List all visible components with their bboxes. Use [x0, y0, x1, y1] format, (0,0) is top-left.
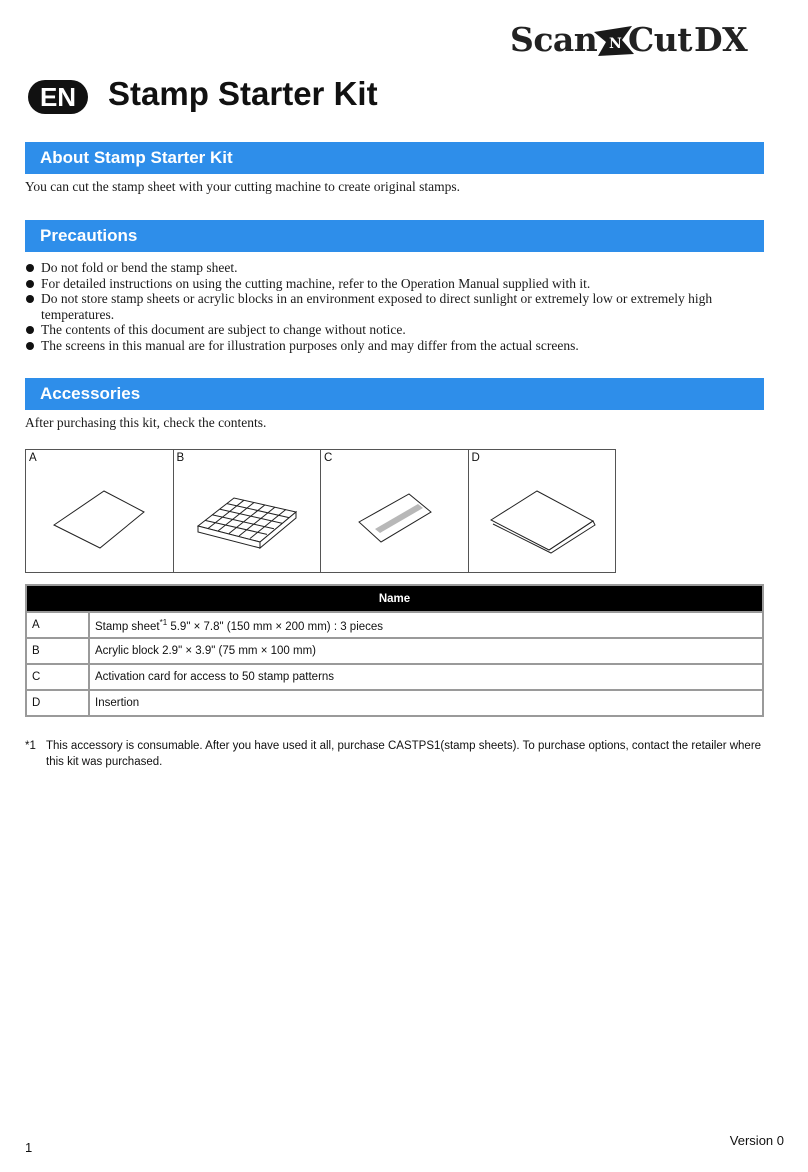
acrylic-block-icon	[174, 450, 321, 572]
footnote	[25, 738, 765, 770]
row-name: Activation card for access to 50 stamp patterns	[89, 664, 763, 690]
accessories-table	[25, 584, 764, 717]
accessory-label: C	[324, 452, 333, 464]
footnote-text: This accessory is consumable. After you have used it all, purchase CASTPS1(stamp sheets). To purchase options, contact the retailer where this kit was purchased.	[46, 740, 762, 768]
logo-mark-letter: N	[609, 36, 622, 52]
page-title: Stamp Starter Kit	[108, 75, 378, 112]
list-item: For detailed instructions on using the cutting machine, refer to the Operation Manual supplied with it.	[25, 276, 765, 292]
bullet-icon	[26, 264, 34, 272]
precautions-list	[25, 260, 765, 353]
accessory-label: A	[29, 452, 37, 464]
list-item: The screens in this manual are for illustration purposes only and may differ from the actual screens.	[25, 338, 765, 354]
list-item: The contents of this document are subject to change without notice.	[25, 322, 765, 338]
row-letter: A	[26, 612, 89, 638]
accessory-image-c	[321, 450, 469, 572]
scancut-dx-logo	[510, 18, 770, 62]
accessory-image-a	[26, 450, 174, 572]
bullet-icon	[26, 295, 34, 303]
list-item: Do not store stamp sheets or acrylic blocks in an environment exposed to direct sunlight or extremely low or extremely high temperatures.	[25, 291, 765, 322]
stamp-sheet-icon	[26, 450, 173, 572]
table-row	[26, 664, 763, 690]
accessory-images	[25, 449, 616, 573]
language-badge: EN	[28, 80, 88, 114]
table-header-name: Name	[26, 585, 763, 612]
table-row	[26, 638, 763, 664]
row-name: Acrylic block 2.9" × 3.9" (75 mm × 100 mm)	[89, 638, 763, 664]
footnote-mark: *1	[25, 740, 36, 752]
logo-text-cut: Cut	[628, 20, 693, 59]
accessories-intro: After purchasing this kit, check the contents.	[25, 415, 267, 430]
table-header-row	[26, 585, 763, 612]
about-text: You can cut the stamp sheet with your cutting machine to create original stamps.	[25, 179, 461, 194]
row-letter: D	[26, 690, 89, 716]
section-heading-about: About Stamp Starter Kit	[25, 142, 764, 174]
row-letter: C	[26, 664, 89, 690]
version-label: Version 0	[729, 1133, 784, 1148]
accessory-image-d	[469, 450, 616, 572]
section-heading-accessories: Accessories	[25, 378, 764, 410]
row-letter: B	[26, 638, 89, 664]
logo-text-scan: Scan	[510, 20, 598, 59]
activation-card-icon	[321, 450, 468, 572]
insertion-leaflet-icon	[469, 450, 616, 572]
table-row	[26, 612, 763, 638]
row-name: Stamp sheet$^{*1}$ 5.9" × 7.8" (150 mm × 200 mm) : 3 pieces	[89, 612, 763, 638]
bullet-icon	[26, 280, 34, 288]
bullet-icon	[26, 326, 34, 334]
accessory-image-b	[174, 450, 322, 572]
bullet-icon	[26, 342, 34, 350]
section-heading-precautions: Precautions	[25, 220, 764, 252]
list-item: Do not fold or bend the stamp sheet.	[25, 260, 765, 276]
accessory-label: D	[471, 452, 480, 464]
accessory-label: B	[176, 452, 185, 464]
row-name: Insertion	[89, 690, 763, 716]
table-row	[26, 690, 763, 716]
page-number: 1	[25, 1140, 33, 1155]
logo-text-dx: DX	[694, 20, 748, 59]
footnote-ref: *1	[159, 617, 168, 627]
